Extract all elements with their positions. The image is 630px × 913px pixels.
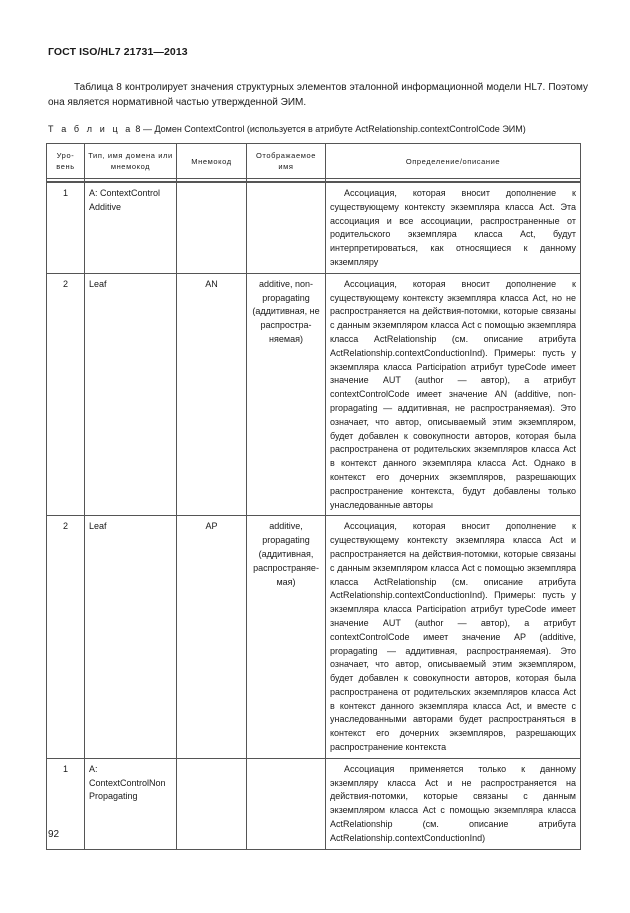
cell-definition bbox=[326, 273, 581, 516]
column-header-type: Тип, имя домена или мнемокод bbox=[85, 144, 177, 179]
definition-text: Ассоциация, которая вносит дополнение к существующему контексту экземпляра класса Act, но не распространяется на действия-потомки, которые связаны с данным экземпляром класса Act с помощью экземпляра класса ActRelationship (см. описание атрибута ActRelationship.contextConductionInd). Примеры: пусть у экземпляра класса Participation атрибут typeCode имеет значение AUT (author — автор), а атрибут contextControlCode имеет значение AN (additive, non-propagating — аддитивная, не распространяемая). Это означает, что автор, описываемый этим экземпляром, будет добавлен к совокупности авторов, которая была распространена от родительских экземпляров класса Act в контекст данного экземпляра класса Act. Однако в контекст его дочерних экземпляров, разрешающих распространение контекста, будут добавлены только унаследованные авторы bbox=[330, 278, 576, 510]
cell-code bbox=[177, 758, 247, 849]
table-caption-prefix: Т а б л и ц а bbox=[48, 124, 133, 134]
table-row bbox=[47, 516, 581, 759]
table-caption bbox=[48, 124, 526, 134]
table-row bbox=[47, 758, 581, 849]
cell-code: AN bbox=[177, 273, 247, 516]
page-number: 92 bbox=[48, 829, 60, 840]
column-header-display: Отображаемое имя bbox=[247, 144, 326, 179]
table-row bbox=[47, 182, 581, 273]
cell-type: A: ContextControlNon Propagating bbox=[85, 758, 177, 849]
context-control-domain-table bbox=[46, 143, 581, 850]
table-caption-text: — Домен ContextControl (используется в атрибуте ActRelationship.contextControlCode ЭИМ) bbox=[140, 124, 526, 134]
cell-definition bbox=[326, 182, 581, 273]
document-header: ГОСТ ISO/HL7 21731—2013 bbox=[48, 46, 188, 58]
column-header-definition: Определение/описание bbox=[326, 144, 581, 179]
cell-level: 1 bbox=[47, 182, 85, 273]
cell-code bbox=[177, 182, 247, 273]
cell-display bbox=[247, 182, 326, 273]
cell-level: 2 bbox=[47, 273, 85, 516]
cell-definition bbox=[326, 758, 581, 849]
cell-type: A: ContextControl Additive bbox=[85, 182, 177, 273]
table-caption-number: 8 bbox=[135, 124, 141, 134]
definition-text: Ассоциация применяется только к данному экземпляру класса Act и не распространяется на действия-потомки, которые связаны с данным экземпляром класса Act с помощью экземпляра класса ActRelationship (см. описание атрибута ActRelationship.contextConductionInd) bbox=[330, 763, 576, 843]
cell-level: 2 bbox=[47, 516, 85, 759]
cell-display bbox=[247, 758, 326, 849]
table-row bbox=[47, 273, 581, 516]
column-header-level: Уро-вень bbox=[47, 144, 85, 179]
column-header-code: Мнемокод bbox=[177, 144, 247, 179]
cell-definition bbox=[326, 516, 581, 759]
cell-display: additive, propagating (аддитивная, распространяе-мая) bbox=[247, 516, 326, 759]
table-header-row bbox=[47, 144, 581, 179]
cell-code: AP bbox=[177, 516, 247, 759]
cell-type: Leaf bbox=[85, 273, 177, 516]
definition-text: Ассоциация, которая вносит дополнение к существующему контексту экземпляра класса Act и распространяется на действия-потомки, которые связаны с данным экземпляром класса Act с помощью экземпляра класса ActRelationship (см. описание атрибута ActRelationship.contextConductionInd). Примеры: пусть у экземпляра класса Participation атрибут typeCode имеет значение AUT (author — автор), а атрибут contextControlCode имеет значение AP (additive, propagating — аддитивная, распространяемая). Это означает, что автор, описываемый этим экземпляром, будет добавлен к совокупности авторов, которая была распространена от родительских экземпляров класса Act в контекст данного экземпляра класса Act, и вместе с унаследованными авторами будет распространяться в контекст его дочерних экземпляров, разрешающих распространение контекста bbox=[330, 521, 576, 753]
definition-text: Ассоциация, которая вносит дополнение к существующему контексту экземпляра класса Act. Эта ассоциация и все ассоциации, распространенные от родительского экземпляра класса Act, будут интерпретироваться, как относящиеся к данному экземпляру bbox=[330, 188, 576, 267]
cell-type: Leaf bbox=[85, 516, 177, 759]
intro-paragraph: Таблица 8 контролирует значения структурных элементов эталонной информационной модели HL7. Поэтому она является нормативной частью утвержденной ЭИМ. bbox=[48, 82, 588, 108]
cell-level: 1 bbox=[47, 758, 85, 849]
cell-display: additive, non-propagating (аддитивная, не распростра-няемая) bbox=[247, 273, 326, 516]
